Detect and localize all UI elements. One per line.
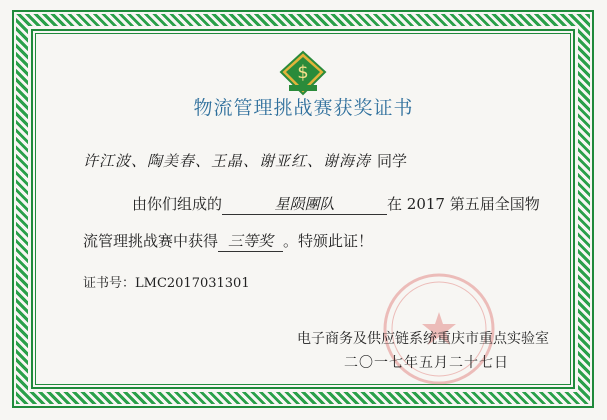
dollar-sign-logo xyxy=(277,50,329,96)
classmate-label: 同学 xyxy=(377,152,408,170)
award-suffix: 。特颁此证！ xyxy=(283,232,374,250)
award-prefix: 流管理挑战赛中获得 xyxy=(83,232,219,250)
statement-prefix: 由你们组成的 xyxy=(132,195,223,213)
recipients-row xyxy=(83,150,407,171)
svg-text:$: $ xyxy=(297,62,309,83)
issue-date: 二〇一七年五月二十七日 xyxy=(344,355,509,371)
prize-name: 三等奖 xyxy=(218,230,283,252)
issuing-organization: 电子商务及供应链系统重庆市重点实验室 xyxy=(297,331,549,347)
certificate-title: 物流管理挑战赛获奖证书 xyxy=(193,97,414,119)
recipient-names: 许江波、陶美春、王晶、谢亚红、谢海涛 xyxy=(83,152,372,170)
statement-suffix: 在 2017 第五届全国物 xyxy=(387,195,540,213)
team-name: 星陨團队 xyxy=(222,193,387,215)
statement-line-2 xyxy=(83,230,373,252)
certificate-number: 证书号：LMC2017031301 xyxy=(83,276,250,291)
statement-line-1 xyxy=(132,193,540,215)
